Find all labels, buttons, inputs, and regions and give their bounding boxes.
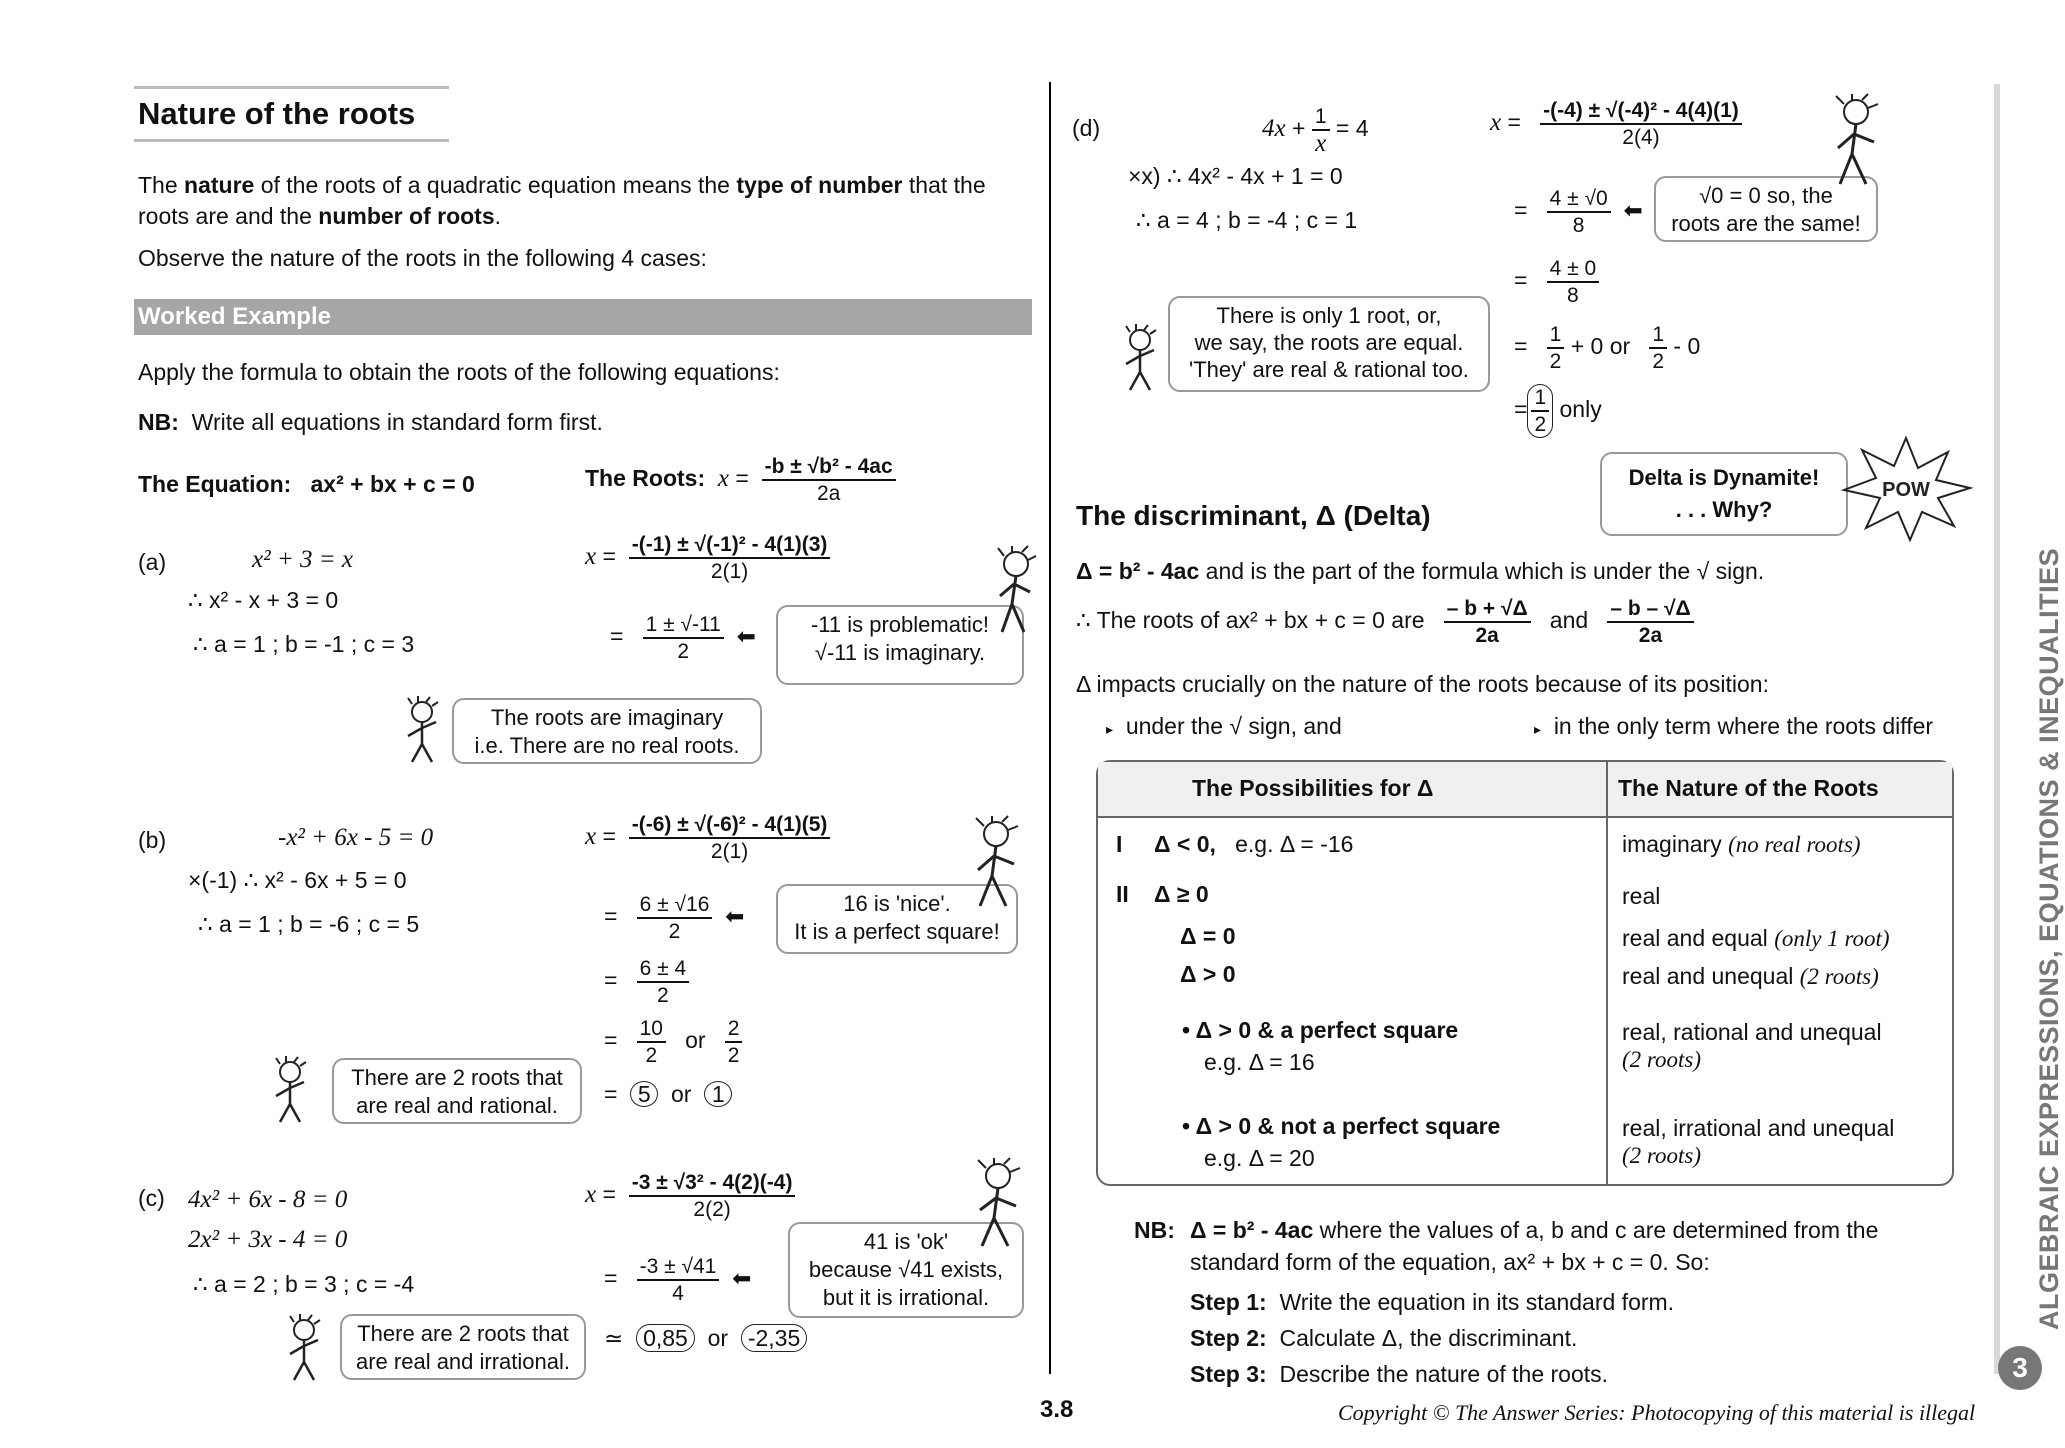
- row-not-perfect-square-nature-roots: (2 roots): [1622, 1143, 1702, 1168]
- case-a-label: (a): [138, 549, 167, 575]
- case-a-coef: ∴ a = 1 ; b = -1 ; c = 3: [193, 631, 415, 657]
- cartoon-figure-icon: [282, 1316, 326, 1382]
- case-c-answers: ≃ 0,85 or -2,35: [604, 1324, 807, 1352]
- step-1: Step 1: Write the equation in its standard form.: [1190, 1289, 1675, 1315]
- row-perfect-square-nature-roots: (2 roots): [1622, 1047, 1702, 1072]
- cartoon-figure-icon: [966, 818, 1024, 908]
- row-ii-nature: real: [1622, 883, 1661, 909]
- case-d-bubble-equal: There is only 1 root, or, we say, the roots are equal. 'They' are real & rational too.: [1168, 296, 1490, 392]
- case-b-label: (b): [138, 827, 167, 853]
- case-b-root2: = $\frac{6 \pm √16}{2}$ ⬅: [604, 893, 745, 943]
- case-c-bubble-irrational: There are 2 roots that are real and irrational.: [340, 1314, 586, 1380]
- table-header-possibilities: The Possibilities for Δ: [1192, 775, 1434, 801]
- delta-dynamite-bubble: Delta is Dynamite! . . . Why?: [1600, 452, 1848, 536]
- table-col-divider: [1606, 762, 1608, 1184]
- cartoon-figure-icon: [268, 1058, 312, 1124]
- case-d-root1: x = $\frac{\text{-(-4) ± √(-4)² - 4(4)(1)}}{2(4)}$: [1490, 98, 1742, 150]
- case-c-label: (c): [138, 1185, 165, 1211]
- cartoon-figure-icon: [1826, 96, 1884, 186]
- row-not-perfect-square-eg: e.g. Δ = 20: [1204, 1145, 1315, 1171]
- side-tab-number: 3: [1998, 1346, 2042, 1390]
- side-tab-title: ALGEBRAIC EXPRESSIONS, EQUATIONS & INEQUALITIES: [2034, 547, 2064, 1330]
- nb2-label: NB:: [1134, 1217, 1175, 1243]
- intro-line-3: Observe the nature of the roots in the following 4 cases:: [138, 245, 707, 271]
- apply-text: Apply the formula to obtain the roots of the following equations:: [138, 359, 780, 385]
- case-a-eq1: x² + 3 = x: [252, 546, 353, 573]
- row-i-condition: Δ < 0, e.g. Δ = -16: [1154, 831, 1354, 857]
- case-d-label: (d): [1072, 115, 1101, 141]
- discriminant-definition: Δ = b² - 4ac and is the part of the formula which is under the √ sign.: [1076, 558, 1765, 584]
- case-c-eq2: 2x² + 3x - 4 = 0: [188, 1226, 348, 1253]
- case-b-root3: = $\frac{6 \pm 4}{2}$: [604, 956, 689, 1008]
- case-b-root4: = $\frac{10}{2}$ or $\frac{2}{2}$: [604, 1016, 742, 1068]
- case-c-root1: x = $\frac{\text{-3 ± √3² - 4(2)(-4)}}{2(2)}$: [585, 1170, 795, 1222]
- case-a-eq2: ∴ x² - x + 3 = 0: [188, 587, 339, 613]
- row-equal-nature: real and equal (only 1 root): [1622, 925, 1890, 951]
- bullet-1: ▸ under the √ sign, and: [1106, 713, 1342, 739]
- possibilities-table: [1096, 760, 1954, 1186]
- row-ii-condition: Δ ≥ 0: [1154, 881, 1209, 907]
- case-c-coef: ∴ a = 2 ; b = 3 ; c = -4: [193, 1271, 415, 1297]
- case-b-bubble-rational: There are 2 roots that are real and rational.: [332, 1058, 582, 1124]
- row-not-perfect-square-condition: • Δ > 0 & not a perfect square: [1182, 1113, 1501, 1139]
- row-equal-condition: Δ = 0: [1180, 923, 1236, 949]
- case-d-coef: ∴ a = 4 ; b = -4 ; c = 1: [1136, 207, 1358, 233]
- impacts-text: Δ impacts crucially on the nature of the roots because of its position:: [1076, 671, 1769, 697]
- nb2-line-1: Δ = b² - 4ac where the values of a, b and c are determined from the: [1190, 1217, 1879, 1243]
- intro-line-1: The nature of the roots of a quadratic equation means the type of number that the: [138, 172, 986, 198]
- row-i-number: I: [1116, 831, 1123, 857]
- case-b-bubble-nice: 16 is 'nice'. It is a perfect square!: [776, 884, 1018, 954]
- row-perfect-square-nature: real, rational and unequal: [1622, 1019, 1882, 1045]
- title-rule-top: [134, 86, 449, 89]
- cartoon-figure-icon: [1118, 326, 1162, 392]
- page-title: Nature of the roots: [138, 96, 416, 131]
- bullet-2: ▸ in the only term where the roots differ: [1534, 713, 1934, 739]
- case-d-root3: = $\frac{4 \pm 0}{8}$: [1514, 256, 1599, 308]
- case-c-eq1: 4x² + 6x - 8 = 0: [188, 1186, 348, 1213]
- worked-example-bar: [134, 299, 1032, 335]
- case-d-eq1: 4x + $\frac{1}{x}$ = 4: [1262, 105, 1369, 157]
- case-b-root1: x = $\frac{\text{-(-6) ± √(-6)² - 4(1)(5)}}{2(1)}$: [585, 812, 830, 864]
- row-unequal-nature: real and unequal (2 roots): [1622, 963, 1879, 989]
- case-b-answers: = 5 or 1: [604, 1080, 732, 1108]
- row-ii-number: II: [1116, 881, 1129, 907]
- cartoon-figure-icon: [970, 1160, 1024, 1248]
- roots-general: ∴ The roots of ax² + bx + c = 0 are $\frac{- b + √\Delta}{2a}$ and $\frac{- b - √\Delta}{2a}$: [1076, 596, 1694, 648]
- row-not-perfect-square-nature: real, irrational and unequal: [1622, 1115, 1895, 1141]
- row-i-nature: imaginary (no real roots): [1622, 831, 1861, 857]
- case-d-root2: = $\frac{4 \pm √0}{8}$ ⬅: [1514, 187, 1643, 237]
- discriminant-title: The discriminant, Δ (Delta): [1076, 500, 1431, 531]
- nb-line: NB: Write all equations in standard form first.: [138, 409, 603, 435]
- page-number: 3.8: [1040, 1396, 1074, 1423]
- step-3: Step 3: Describe the nature of the roots.: [1190, 1361, 1609, 1387]
- case-d-eq2: ×x) ∴ 4x² - 4x + 1 = 0: [1128, 163, 1343, 189]
- case-a-bubble-problematic: -11 is problematic! √-11 is imaginary.: [776, 605, 1024, 685]
- case-a-bubble-imaginary: The roots are imaginary i.e. There are no real roots.: [452, 698, 762, 764]
- table-header-nature: The Nature of the Roots: [1618, 775, 1879, 801]
- pow-explosion-icon: [1836, 432, 1976, 544]
- case-c-bubble-ok: 41 is 'ok' because √41 exists, but it is irrational.: [788, 1222, 1024, 1318]
- side-tab-bar: [1994, 84, 2000, 1374]
- worked-example-label: Worked Example: [138, 303, 331, 330]
- step-2: Step 2: Calculate Δ, the discriminant.: [1190, 1325, 1578, 1351]
- case-d-bubble-same: √0 = 0 so, the roots are the same!: [1654, 176, 1878, 242]
- cartoon-figure-icon: [990, 548, 1040, 634]
- case-a-root2: = $\frac{1 \pm √-11}{2}$ ⬅: [610, 613, 756, 663]
- row-perfect-square-condition: • Δ > 0 & a perfect square: [1182, 1017, 1459, 1043]
- case-b-eq1: -x² + 6x - 5 = 0: [278, 824, 434, 851]
- title-rule-bottom: [134, 139, 449, 142]
- case-b-coef: ∴ a = 1 ; b = -6 ; c = 5: [198, 911, 420, 937]
- cartoon-figure-icon: [400, 698, 444, 764]
- roots-formula: The Roots: x = $\frac{\text{-b ± √b² - 4ac}}{2a}$: [585, 454, 896, 506]
- case-b-eq2: ×(-1) ∴ x² - 6x + 5 = 0: [188, 867, 407, 893]
- case-d-answer: = $\frac{1}{2}$ only: [1514, 386, 1602, 436]
- row-perfect-square-eg: e.g. Δ = 16: [1204, 1049, 1315, 1075]
- intro-line-2: roots are and the number of roots.: [138, 203, 502, 229]
- svg-text:POW: POW: [1882, 479, 1930, 501]
- case-d-root4: = $\frac{1}{2}$ + 0 or $\frac{1}{2}$ - 0: [1514, 323, 1701, 373]
- nb2-line-2: standard form of the equation, ax² + bx + c = 0. So:: [1190, 1249, 1710, 1275]
- case-c-root2: = $\frac{-3 \pm √41}{4}$ ⬅: [604, 1255, 752, 1305]
- equation-label: The Equation: ax² + bx + c = 0: [138, 471, 475, 497]
- row-unequal-condition: Δ > 0: [1180, 961, 1236, 987]
- column-divider: [1049, 82, 1051, 1374]
- copyright: Copyright © The Answer Series: Photocopying of this material is illegal: [1338, 1400, 1976, 1425]
- case-a-root1: x = $\frac{\text{-(-1) ± √(-1)² - 4(1)(3)}}{2(1)}$: [585, 532, 830, 584]
